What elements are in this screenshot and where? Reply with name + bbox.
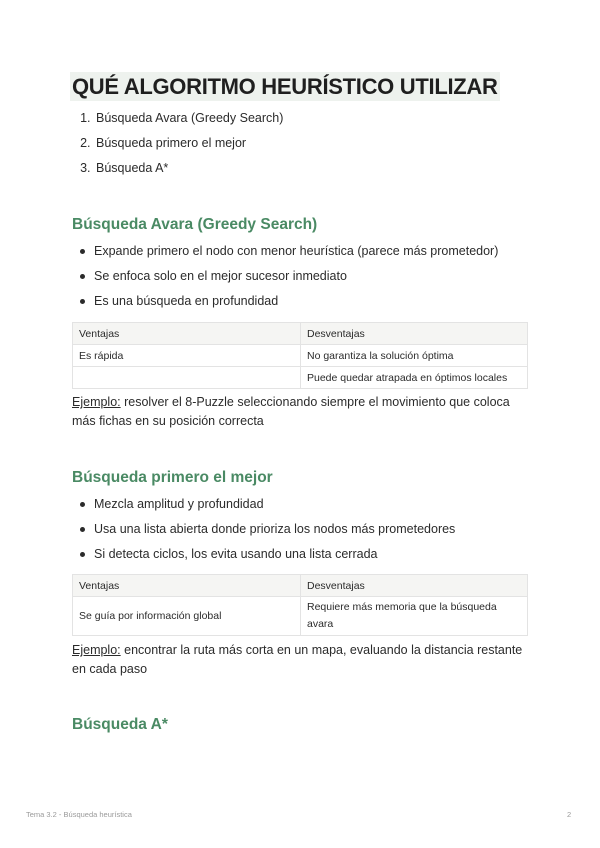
list-item: 2. Búsqueda primero el mejor <box>94 131 283 156</box>
page-title: QUÉ ALGORITMO HEURÍSTICO UTILIZAR <box>72 74 498 99</box>
list-item: Es una búsqueda en profundidad <box>94 289 498 314</box>
table-header: Desventajas <box>301 575 528 597</box>
example-greedy <box>72 393 528 431</box>
table-header: Ventajas <box>73 323 301 345</box>
table-cell: Es rápida <box>73 345 301 367</box>
table-row <box>73 367 528 389</box>
table-cell: Se guía por información global <box>73 597 301 636</box>
section-heading-greedy: Búsqueda Avara (Greedy Search) <box>72 216 318 233</box>
list-item: Se enfoca solo en el mejor sucesor inmediato <box>94 264 498 289</box>
table-cell: Requiere más memoria que la búsqueda avara <box>301 597 528 636</box>
table-cell: Puede quedar atrapada en óptimos locales <box>301 367 528 389</box>
list-item: 3. Búsqueda A* <box>94 156 283 181</box>
comparison-table-greedy <box>72 322 528 389</box>
list-item: Expande primero el nodo con menor heurística (parece más prometedor) <box>94 239 498 264</box>
section-heading-a-star: Búsqueda A* <box>72 716 168 733</box>
example-text: encontrar la ruta más corta en un mapa, evaluando la distancia restante en cada paso <box>72 643 523 676</box>
list-item: Mezcla amplitud y profundidad <box>94 492 455 517</box>
list-item: Si detecta ciclos, los evita usando una lista cerrada <box>94 542 455 567</box>
table-header: Desventajas <box>301 323 528 345</box>
example-best-first <box>72 641 528 679</box>
example-label: Ejemplo: <box>72 643 121 657</box>
table-row <box>73 597 528 636</box>
comparison-table-best-first <box>72 574 528 636</box>
table-cell <box>73 367 301 389</box>
footer-title: Tema 3.2 - Búsqueda heurística <box>26 810 132 819</box>
intro-list <box>72 106 283 181</box>
table-row <box>73 345 528 367</box>
table-cell: No garantiza la solución óptima <box>301 345 528 367</box>
example-label: Ejemplo: <box>72 395 121 409</box>
page-number: 2 <box>567 810 572 819</box>
list-item: 1. Búsqueda Avara (Greedy Search) <box>94 106 283 131</box>
table-header: Ventajas <box>73 575 301 597</box>
bullet-list-greedy <box>72 239 498 314</box>
example-text: resolver el 8-Puzzle seleccionando siempre el movimiento que coloca más fichas en su posición correcta <box>72 395 510 428</box>
section-heading-best-first: Búsqueda primero el mejor <box>72 469 273 486</box>
bullet-list-best-first <box>72 492 455 567</box>
list-item: Usa una lista abierta donde prioriza los nodos más prometedores <box>94 517 455 542</box>
